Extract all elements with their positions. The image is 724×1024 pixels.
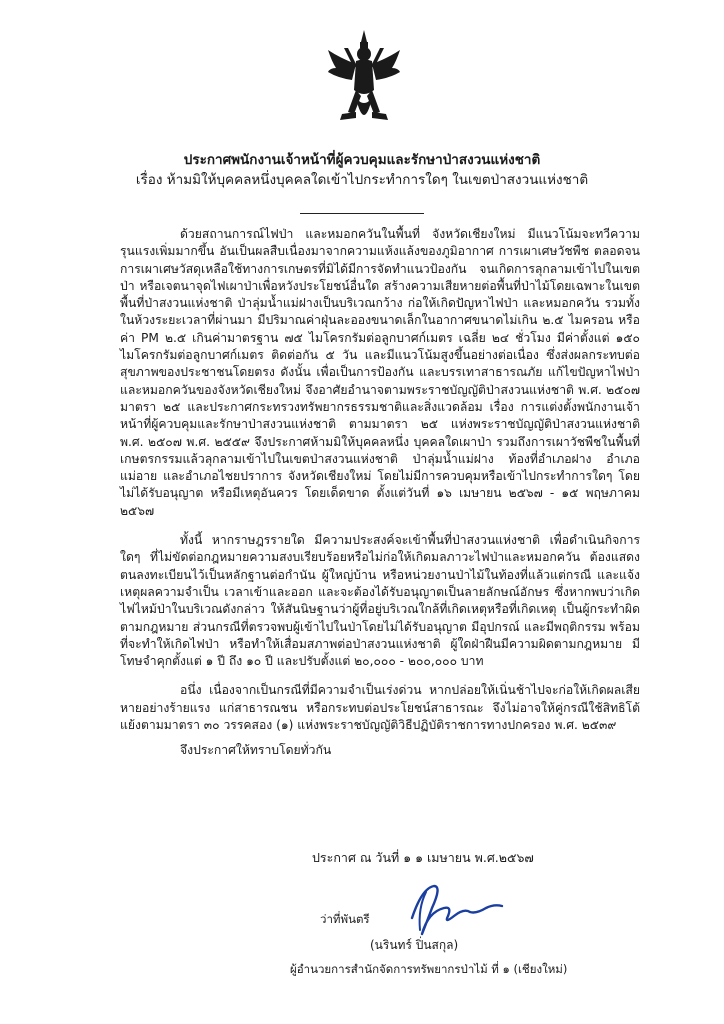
announcement-title: ประกาศพนักงานเจ้าหน้าที่ผู้ควบคุมและรักษาป่าสงวนแห่งชาติ bbox=[183, 152, 541, 168]
header-divider bbox=[300, 213, 424, 214]
announcement-date: ประกาศ ณ วันที่ ๑ ๑ เมษายน พ.ศ.๒๕๖๗ bbox=[312, 850, 534, 865]
body-paragraph: ด้วยสถานการณ์ไฟป่า และหมอกควันในพื้นที่ จังหวัดเชียงใหม่ มีแนวโน้มจะทวีความรุนแรงเพิ่มมากขึ้น อันเป็นผลสืบเนื่องมาจากความแห้งแล้งของภูมิอากาศ การเผาเศษวัชพืช ตลอดจนการเผาเศษวัสดุเหลือใช้ทางการเกษตรที่มิได้มีการจัดทำแนวป้องกัน จนเกิดการลุกลามเข้าไปในเขตป่า หรือเจตนาจุดไฟเผาป่าเพื่อหวังประโยชน์อื่นใด สร้างความเสียหายต่อพื้นที่ป่าไม้โดยเฉพาะในเขตพื้นที่ป่าสงวนแห่งชาติ ป่าลุ่มน้ำแม่ฝางเป็นบริเวณกว้าง ก่อให้เกิดปัญหาไฟป่า และหมอกควัน รวมทั้งในห้วงระยะเวลาที่ผ่านมา มีปริมาณค่าฝุ่นละอองขนาดเล็กในอากาศขนาดไม่เกิน ๒.๕ ไมครอน หรือค่า PM ๒.๕ เกินค่ามาตรฐาน ๗๕ ไมโครกรัมต่อลูกบาศก์เมตร เฉลี่ย ๒๔ ชั่วโมง มีค่าตั้งแต่ ๑๕๐ ไมโครกรัมต่อลูกบาศก์เมตร ติดต่อกัน ๕ วัน และมีแนวโน้มสูงขึ้นอย่างต่อเนื่อง ซึ่งส่งผลกระทบต่อสุขภาพของประชาชนโดยตรง ดังนั้น เพื่อเป็นการป้องกัน และบรรเทาสาธารณภัย แก้ไขปัญหาไฟป่า และหมอกควันของจังหวัดเชียงใหม่ จึงอาศัยอำนาจตามพระราชบัญญัติป่าสงวนแห่งชาติ พ.ศ. ๒๕๐๗ มาตรา ๒๕ และประกาศกระทรวงทรัพยากรธรรมชาติและสิ่งแวดล้อม เรื่อง การแต่งตั้งพนักงานเจ้าหน้าที่ผู้ควบคุมและรักษาป่าสงวนแห่งชาติ ตามมาตรา ๒๕ แห่งพระราชบัญญัติป่าสงวนแห่งชาติ พ.ศ. ๒๕๐๗ พ.ศ. ๒๕๕๙ จึงประกาศห้ามมิให้บุคคลหนึ่ง บุคคลใดเผาป่า รวมถึงการเผาวัชพืชในพื้นที่เกษตรกรรมแล้วลุกลามเข้าไปในเขตป่าสงวนแห่งชาติ ป่าลุ่มน้ำแม่ฝาง ท้องที่อำเภอฝาง อำเภอแม่อาย และอำเภอไชยปราการ จังหวัดเชียงใหม่ โดยไม่มีการควบคุมหรือเข้าไปกระทำการใดๆ โดยไม่ได้รับอนุญาต หรือมีเหตุอันควร โดยเด็ดขาด ตั้งแต่วันที่ ๑๖ เมษายน ๒๕๖๗ - ๑๕ พฤษภาคม ๒๕๖๗ bbox=[120, 227, 640, 518]
body-paragraph: ทั้งนี้ หากราษฎรรายใด มีความประสงค์จะเข้าพื้นที่ป่าสงวนแห่งชาติ เพื่อดำเนินกิจการใดๆ ที่ไม่ขัดต่อกฎหมายความสงบเรียบร้อยหรือไม่ก่อให้เกิดมลภาวะไฟป่าและหมอกควัน ต้องแสดงตนลงทะเบียนไว้เป็นหลักฐานต่อกำนัน ผู้ใหญ่บ้าน หรือหน่วยงานป่าไม้ในท้องที่แล้วแต่กรณี และแจ้งเหตุผลความจำเป็น เวลาเข้าและออก และจะต้องได้รับอนุญาตเป็นลายลักษณ์อักษร ซึ่งหากพบว่าเกิดไฟไหม้ป่าในบริเวณดังกล่าว ให้สันนิษฐานว่าผู้ที่อยู่บริเวณใกล้ที่เกิดเหตุหรือที่เกิดเหตุ เป็นผู้กระทำผิดตามกฎหมาย ส่วนกรณีที่ตรวจพบผู้เข้าไปในป่าโดยไม่ได้รับอนุญาต มีอุปกรณ์ และมีพฤติกรรม พร้อมที่จะทำให้เกิดไฟป่า หรือทำให้เสื่อมสภาพต่อป่าสงวนแห่งชาติ ผู้ใดฝ่าฝืนมีความผิดตามกฎหมาย มีโทษจำคุกตั้งแต่ ๑ ปี ถึง ๑๐ ปี และปรับตั้งแต่ ๒๐,๐๐๐ - ๒๐๐,๐๐๐ บาท bbox=[120, 533, 640, 669]
body-paragraph: จึงประกาศให้ทราบโดยทั่วกัน bbox=[180, 743, 332, 758]
announcement-subject: เรื่อง ห้ามมิให้บุคคลหนึ่งบุคคลใดเข้าไปกระทำการใดๆ ในเขตป่าสงวนแห่งชาติ bbox=[135, 172, 589, 188]
garuda-emblem-icon bbox=[326, 28, 402, 136]
signer-name: (นรินทร์ ปิ่นสกุล) bbox=[370, 938, 459, 952]
body-paragraph: อนึ่ง เนื่องจากเป็นกรณีที่มีความจำเป็นเร่งด่วน หากปล่อยให้เนิ่นช้าไปจะก่อให้เกิดผลเสียหายอย่างร้ายแรง แก่สาธารณชน หรือกระทบต่อประโยชน์สาธารณะ จึงไม่อาจให้คู่กรณีใช้สิทธิโต้แย้งตามมาตรา ๓๐ วรรคสอง (๑) แห่งพระราชบัญญัติวิธีปฏิบัติราชการทางปกครอง พ.ศ. ๒๕๓๙ bbox=[120, 683, 640, 733]
announcement-header bbox=[0, 150, 724, 190]
signature-block bbox=[290, 878, 600, 1018]
signer-position: ผู้อำนวยการสำนักจัดการทรัพยากรป่าไม้ ที่ ๑ (เชียงใหม่) bbox=[290, 962, 568, 976]
signer-rank: ว่าที่พันตรี bbox=[320, 912, 370, 926]
announcement-body bbox=[120, 226, 640, 760]
